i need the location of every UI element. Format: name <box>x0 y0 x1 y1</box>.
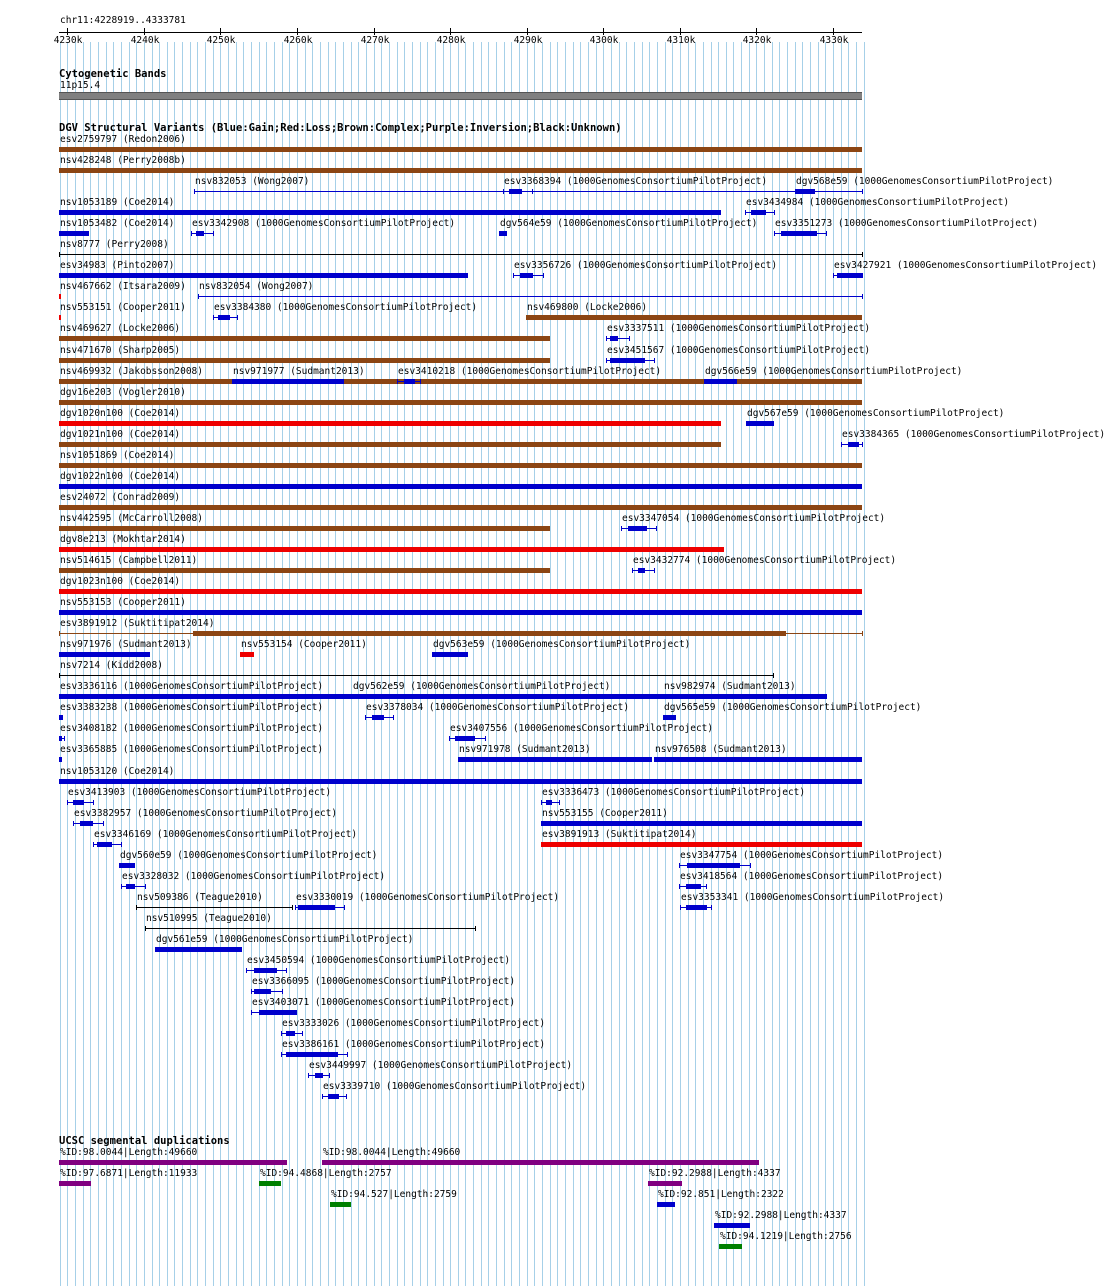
feature-bar[interactable] <box>59 463 862 468</box>
feature-end-cap <box>680 905 681 910</box>
feature-bar[interactable] <box>232 379 344 384</box>
feature-bar[interactable] <box>781 231 817 236</box>
feature-label[interactable]: esv34983 (Pinto2007) <box>60 260 175 272</box>
feature-label[interactable]: esv3891913 (Suktitipat2014) <box>542 828 697 840</box>
feature-end-cap <box>59 252 60 257</box>
feature-bar[interactable] <box>59 484 862 489</box>
feature-bar[interactable] <box>458 757 652 762</box>
feature-label[interactable]: nsv1051869 (Coe2014) <box>60 449 175 461</box>
feature-label[interactable]: nsv832054 (Wong2007) <box>199 281 314 293</box>
feature-label[interactable]: dgv563e59 (1000GenomesConsortiumPilotProject) <box>433 639 691 651</box>
feature-end-cap <box>191 231 192 236</box>
feature-label[interactable]: esv3353341 (1000GenomesConsortiumPilotProject) <box>681 891 945 903</box>
feature-label[interactable]: nsv428248 (Perry2008b) <box>60 155 186 167</box>
feature-label[interactable]: esv3432774 (1000GenomesConsortiumPilotProject) <box>633 555 897 566</box>
feature-bar[interactable] <box>59 273 468 278</box>
feature-bar[interactable] <box>59 210 721 215</box>
ruler-label: 4320k <box>742 35 772 46</box>
feature-end-cap <box>774 231 775 236</box>
feature-label[interactable]: nsv467662 (Itsara2009) <box>60 281 186 293</box>
feature-bar[interactable] <box>240 652 254 657</box>
feature-label[interactable]: esv3383238 (1000GenomesConsortiumPilotProject) <box>60 702 324 714</box>
feature-bar[interactable] <box>746 421 774 426</box>
feature-end-cap <box>397 379 398 384</box>
feature-label[interactable]: esv3366095 (1000GenomesConsortiumPilotProject) <box>252 976 516 987</box>
feature-end-cap <box>346 1094 347 1099</box>
feature-end-cap <box>282 989 283 994</box>
feature-end-cap <box>654 568 655 573</box>
feature-bar[interactable] <box>657 1202 675 1207</box>
feature-label[interactable]: nsv514615 (Campbell2011) <box>60 555 198 566</box>
feature-bar[interactable] <box>322 1160 759 1165</box>
feature-bar[interactable] <box>59 568 550 573</box>
feature-label[interactable]: esv3339710 (1000GenomesConsortiumPilotProject) <box>323 1081 587 1093</box>
feature-end-cap <box>532 189 533 194</box>
feature-bar[interactable] <box>59 442 721 447</box>
feature-end-cap <box>344 905 345 910</box>
feature-label[interactable]: %ID:94.1219|Length:2756 <box>720 1231 852 1242</box>
feature-end-cap <box>513 273 514 278</box>
feature-label[interactable]: nsv553154 (Cooper2011) <box>241 639 367 651</box>
feature-label[interactable]: esv3347754 (1000GenomesConsortiumPilotProject) <box>680 849 944 861</box>
feature-label[interactable]: %ID:97.6871|Length:11933 <box>60 1168 198 1179</box>
feature-label[interactable]: %ID:98.0044|Length:49660 <box>60 1147 198 1158</box>
feature-bar[interactable] <box>286 1031 295 1036</box>
feature-label[interactable]: esv3410218 (1000GenomesConsortiumPilotProject) <box>398 365 662 377</box>
feature-end-cap <box>251 989 252 994</box>
feature-line[interactable] <box>136 907 292 908</box>
feature-label[interactable]: nsv971976 (Sudmant2013) <box>60 639 192 651</box>
feature-bar[interactable] <box>714 1223 750 1228</box>
feature-bar[interactable] <box>654 757 862 762</box>
feature-label[interactable]: dgv567e59 (1000GenomesConsortiumPilotProject) <box>747 407 1005 419</box>
feature-bar[interactable] <box>686 884 701 889</box>
feature-label[interactable]: dgv1023n100 (Coe2014) <box>60 576 181 588</box>
feature-bar[interactable] <box>59 589 862 594</box>
feature-bar[interactable] <box>59 147 862 152</box>
feature-bar[interactable] <box>59 526 550 531</box>
feature-label[interactable]: esv3449997 (1000GenomesConsortiumPilotProject) <box>309 1060 573 1072</box>
feature-bar[interactable] <box>328 1094 339 1099</box>
feature-bar[interactable] <box>315 1073 323 1078</box>
feature-bar[interactable] <box>686 905 707 910</box>
feature-end-cap <box>281 1052 282 1057</box>
feature-label[interactable]: esv3450594 (1000GenomesConsortiumPilotProject) <box>247 954 511 966</box>
feature-label[interactable]: esv3413903 (1000GenomesConsortiumPilotProject) <box>68 786 332 798</box>
feature-end-cap <box>543 273 544 278</box>
feature-label[interactable]: %ID:92.851|Length:2322 <box>658 1189 784 1200</box>
feature-end-cap <box>59 631 60 636</box>
feature-end-cap <box>475 926 476 931</box>
feature-bar[interactable] <box>254 989 271 994</box>
feature-bar[interactable] <box>259 1181 281 1186</box>
feature-label[interactable]: esv3356726 (1000GenomesConsortiumPilotProject) <box>514 260 778 272</box>
feature-bar[interactable] <box>59 757 62 762</box>
feature-label[interactable]: dgv560e59 (1000GenomesConsortiumPilotProject) <box>120 849 378 861</box>
feature-bar[interactable] <box>526 315 862 320</box>
feature-bar[interactable] <box>59 1181 91 1186</box>
feature-end-cap <box>679 884 680 889</box>
feature-bar[interactable] <box>59 400 862 405</box>
feature-end-cap <box>93 842 94 847</box>
feature-bar[interactable] <box>97 842 112 847</box>
feature-label[interactable]: nsv1053120 (Coe2014) <box>60 765 175 777</box>
feature-label[interactable]: nsv471670 (Sharp2005) <box>60 344 181 356</box>
feature-label[interactable]: esv24072 (Conrad2009) <box>60 491 181 503</box>
feature-bar[interactable] <box>59 652 150 657</box>
feature-bar[interactable] <box>298 905 335 910</box>
feature-end-cap <box>679 863 680 868</box>
feature-end-cap <box>629 336 630 341</box>
feature-label[interactable]: dgv1020n100 (Coe2014) <box>60 407 181 419</box>
feature-bar[interactable] <box>193 631 786 636</box>
feature-label[interactable]: nsv8777 (Perry2008) <box>60 239 169 251</box>
feature-bar[interactable] <box>218 315 230 320</box>
feature-end-cap <box>73 821 74 826</box>
feature-bar[interactable] <box>352 694 424 699</box>
feature-bar[interactable] <box>119 863 135 868</box>
feature-bar[interactable] <box>286 1052 338 1057</box>
feature-end-cap <box>295 905 296 910</box>
feature-bar[interactable] <box>59 610 862 615</box>
feature-end-cap <box>774 210 775 215</box>
cytoband-label: 11p15.4 <box>60 80 101 91</box>
feature-label[interactable]: %ID:92.2988|Length:4337 <box>649 1168 781 1179</box>
feature-bar[interactable] <box>59 379 862 384</box>
feature-label[interactable]: nsv1053482 (Coe2014) <box>60 218 175 230</box>
ruler-label: 4310k <box>666 35 696 46</box>
feature-label[interactable]: esv3891912 (Suktitipat2014) <box>60 618 215 630</box>
feature-bar[interactable] <box>628 526 647 531</box>
feature-label[interactable]: nsv982974 (Sudmant2013) <box>664 681 796 693</box>
feature-end-cap <box>347 1052 348 1057</box>
feature-end-cap <box>308 1073 309 1078</box>
feature-bar[interactable] <box>704 379 737 384</box>
feature-bar[interactable] <box>59 779 862 784</box>
feature-label[interactable]: esv3342908 (1000GenomesConsortiumPilotProject) <box>192 218 456 230</box>
feature-end-cap <box>237 315 238 320</box>
feature-label[interactable]: nsv1053189 (Coe2014) <box>60 197 175 209</box>
feature-label[interactable]: nsv553153 (Cooper2011) <box>60 597 186 609</box>
feature-bar[interactable] <box>663 694 752 699</box>
feature-end-cap <box>393 715 394 720</box>
feature-bar[interactable] <box>59 715 63 720</box>
feature-end-cap <box>541 800 542 805</box>
feature-label[interactable]: dgv562e59 (1000GenomesConsortiumPilotProject) <box>353 681 611 693</box>
feature-bar[interactable] <box>73 800 84 805</box>
feature-end-cap <box>420 379 421 384</box>
feature-bar[interactable] <box>663 715 676 720</box>
feature-end-cap <box>213 231 214 236</box>
feature-end-cap <box>121 884 122 889</box>
feature-label[interactable]: esv3382957 (1000GenomesConsortiumPilotProject) <box>74 807 338 819</box>
feature-bar[interactable] <box>432 652 468 657</box>
feature-bar[interactable] <box>59 505 862 510</box>
feature-bar[interactable] <box>59 358 550 363</box>
feature-label[interactable]: esv3337511 (1000GenomesConsortiumPilotProject) <box>607 323 871 335</box>
feature-bar[interactable] <box>59 294 61 299</box>
feature-bar[interactable] <box>837 273 862 278</box>
feature-label[interactable]: dgv16e203 (Vogler2010) <box>60 386 186 398</box>
feature-end-cap <box>329 1073 330 1078</box>
feature-end-cap <box>449 736 450 741</box>
feature-bar[interactable] <box>687 863 740 868</box>
feature-bar[interactable] <box>59 547 724 552</box>
feature-label[interactable]: dgv8e213 (Mokhtar2014) <box>60 533 186 545</box>
feature-end-cap <box>485 736 486 741</box>
feature-bar[interactable] <box>59 336 550 341</box>
feature-bar[interactable] <box>648 1181 682 1186</box>
position-label: chr11:4228919..4333781 <box>60 15 186 26</box>
feature-line[interactable] <box>145 928 475 929</box>
feature-label[interactable]: nsv971977 (Sudmant2013) <box>233 365 365 377</box>
feature-label[interactable]: nsv469627 (Locke2006) <box>60 323 181 335</box>
feature-label[interactable]: nsv509386 (Teague2010) <box>137 891 263 903</box>
feature-label[interactable]: esv3330019 (1000GenomesConsortiumPilotProject) <box>296 891 560 903</box>
feature-label[interactable]: esv3336473 (1000GenomesConsortiumPilotProject) <box>542 786 806 798</box>
feature-bar[interactable] <box>254 968 277 973</box>
feature-bar[interactable] <box>610 336 618 341</box>
feature-end-cap <box>862 442 863 447</box>
feature-label[interactable]: nsv976508 (Sudmant2013) <box>655 744 787 756</box>
feature-end-cap <box>365 715 366 720</box>
feature-label[interactable]: %ID:92.2988|Length:4337 <box>715 1210 847 1221</box>
feature-label[interactable]: esv3408182 (1000GenomesConsortiumPilotProject) <box>60 723 324 735</box>
ruler-label: 4250k <box>206 35 236 46</box>
feature-label[interactable]: esv3351273 (1000GenomesConsortiumPilotProject) <box>775 218 1039 230</box>
feature-end-cap <box>826 231 827 236</box>
ruler-label: 4230k <box>53 35 83 46</box>
feature-end-cap <box>292 905 293 910</box>
feature-label[interactable]: nsv553155 (Cooper2011) <box>542 807 668 819</box>
feature-label[interactable]: nsv832053 (Wong2007) <box>195 176 310 188</box>
feature-line[interactable] <box>59 254 862 255</box>
feature-bar[interactable] <box>59 1160 287 1165</box>
feature-bar[interactable] <box>541 821 862 826</box>
feature-end-cap <box>750 863 751 868</box>
feature-label[interactable]: dgv565e59 (1000GenomesConsortiumPilotProject) <box>664 702 922 714</box>
feature-end-cap <box>606 336 607 341</box>
feature-label[interactable]: dgv1022n100 (Coe2014) <box>60 470 181 482</box>
feature-label[interactable]: esv3365885 (1000GenomesConsortiumPilotProject) <box>60 744 324 756</box>
feature-bar[interactable] <box>404 379 415 384</box>
feature-end-cap <box>145 884 146 889</box>
feature-bar[interactable] <box>520 273 533 278</box>
feature-end-cap <box>286 968 287 973</box>
feature-bar[interactable] <box>259 1010 296 1015</box>
feature-end-cap <box>194 189 195 194</box>
feature-bar[interactable] <box>155 947 242 952</box>
feature-end-cap <box>136 905 137 910</box>
feature-label[interactable]: nsv7214 (Kidd2008) <box>60 660 163 672</box>
feature-label[interactable]: esv3407556 (1000GenomesConsortiumPilotProject) <box>450 723 714 735</box>
feature-label[interactable]: esv3386161 (1000GenomesConsortiumPilotProject) <box>282 1039 546 1051</box>
feature-bar[interactable] <box>59 421 721 426</box>
feature-bar[interactable] <box>499 231 507 236</box>
feature-end-cap <box>251 1010 252 1015</box>
feature-end-cap <box>59 673 60 678</box>
feature-label[interactable]: esv3384380 (1000GenomesConsortiumPilotProject) <box>214 302 478 314</box>
feature-end-cap <box>745 210 746 215</box>
feature-label[interactable]: esv3384365 (1000GenomesConsortiumPilotProject) <box>842 428 1105 440</box>
feature-end-cap <box>841 442 842 447</box>
feature-bar[interactable] <box>610 358 645 363</box>
feature-bar[interactable] <box>751 210 766 215</box>
dgv-track-title: DGV Structural Variants (Blue:Gain;Red:Loss;Brown:Complex;Purple:Inversion;Black:Unknown) <box>59 122 622 134</box>
feature-label[interactable]: dgv568e59 (1000GenomesConsortiumPilotProject) <box>796 176 1054 188</box>
feature-label[interactable]: nsv469932 (Jakobsson2008) <box>60 365 203 377</box>
ruler-label: 4290k <box>513 35 543 46</box>
feature-label[interactable]: nsv971978 (Sudmant2013) <box>459 744 591 756</box>
feature-end-cap <box>632 568 633 573</box>
feature-label[interactable]: esv3378034 (1000GenomesConsortiumPilotProject) <box>366 702 630 714</box>
feature-line[interactable] <box>198 296 862 297</box>
feature-end-cap <box>213 315 214 320</box>
ruler-label: 4270k <box>360 35 390 46</box>
feature-end-cap <box>559 800 560 805</box>
ruler-label: 4240k <box>130 35 160 46</box>
feature-end-cap <box>826 694 827 699</box>
feature-end-cap <box>773 673 774 678</box>
feature-end-cap <box>246 968 247 973</box>
feature-bar[interactable] <box>80 821 93 826</box>
feature-bar[interactable] <box>330 1202 351 1207</box>
feature-bar[interactable] <box>59 168 862 173</box>
feature-end-cap <box>93 800 94 805</box>
feature-end-cap <box>281 1031 282 1036</box>
feature-label[interactable]: %ID:98.0044|Length:49660 <box>323 1147 461 1158</box>
feature-end-cap <box>656 526 657 531</box>
feature-label[interactable]: esv3347054 (1000GenomesConsortiumPilotProject) <box>622 512 886 524</box>
feature-bar[interactable] <box>509 189 522 194</box>
segdup-track-title: UCSC segmental duplications <box>59 1135 230 1147</box>
feature-end-cap <box>296 1010 297 1015</box>
feature-end-cap <box>862 252 863 257</box>
feature-end-cap <box>833 273 834 278</box>
feature-label[interactable]: esv3434984 (1000GenomesConsortiumPilotProject) <box>746 197 1010 209</box>
feature-bar[interactable] <box>372 715 384 720</box>
feature-label[interactable]: esv3427921 (1000GenomesConsortiumPilotProject) <box>834 260 1098 272</box>
feature-bar[interactable] <box>638 568 645 573</box>
feature-end-cap <box>64 736 65 741</box>
feature-end-cap <box>503 189 504 194</box>
feature-end-cap <box>862 189 863 194</box>
feature-end-cap <box>621 526 622 531</box>
feature-end-cap <box>103 821 104 826</box>
feature-label[interactable]: esv3368394 (1000GenomesConsortiumPilotProject) <box>504 176 768 188</box>
feature-bar[interactable] <box>59 736 62 741</box>
feature-label[interactable]: dgv1021n100 (Coe2014) <box>60 428 181 440</box>
feature-label[interactable]: nsv469800 (Locke2006) <box>527 302 648 314</box>
feature-label[interactable]: dgv564e59 (1000GenomesConsortiumPilotProject) <box>500 218 758 230</box>
feature-label[interactable]: nsv442595 (McCarroll2008) <box>60 512 203 524</box>
feature-end-cap <box>198 294 199 299</box>
feature-label[interactable]: esv3336116 (1000GenomesConsortiumPilotProject) <box>60 681 324 693</box>
feature-bar[interactable] <box>59 231 89 236</box>
feature-end-cap <box>121 842 122 847</box>
feature-end-cap <box>862 294 863 299</box>
feature-end-cap <box>654 358 655 363</box>
feature-end-cap <box>302 1031 303 1036</box>
ruler-label: 4300k <box>589 35 619 46</box>
feature-end-cap <box>606 358 607 363</box>
ruler-label: 4330k <box>819 35 849 46</box>
feature-line[interactable] <box>59 675 773 676</box>
feature-end-cap <box>862 631 863 636</box>
feature-label[interactable]: esv3328032 (1000GenomesConsortiumPilotProject) <box>122 870 386 882</box>
feature-label[interactable]: esv3346169 (1000GenomesConsortiumPilotProject) <box>94 828 358 840</box>
feature-label[interactable]: nsv510995 (Teague2010) <box>146 912 272 924</box>
feature-label[interactable]: %ID:94.527|Length:2759 <box>331 1189 457 1200</box>
feature-end-cap <box>706 884 707 889</box>
feature-bar[interactable] <box>541 842 862 847</box>
feature-bar[interactable] <box>59 315 61 320</box>
feature-end-cap <box>711 905 712 910</box>
feature-bar[interactable] <box>196 231 204 236</box>
feature-label[interactable]: esv3418564 (1000GenomesConsortiumPilotProject) <box>680 870 944 882</box>
feature-label[interactable]: %ID:94.4868|Length:2757 <box>260 1168 392 1179</box>
feature-bar[interactable] <box>455 736 475 741</box>
feature-bar[interactable] <box>126 884 135 889</box>
feature-bar[interactable] <box>719 1244 742 1249</box>
feature-label[interactable]: dgv566e59 (1000GenomesConsortiumPilotProject) <box>705 365 963 377</box>
feature-label[interactable]: esv3333026 (1000GenomesConsortiumPilotProject) <box>282 1018 546 1030</box>
feature-label[interactable]: dgv561e59 (1000GenomesConsortiumPilotProject) <box>156 933 414 945</box>
feature-bar[interactable] <box>848 442 859 447</box>
ruler-label: 4280k <box>436 35 466 46</box>
feature-end-cap <box>862 273 863 278</box>
feature-end-cap <box>145 926 146 931</box>
feature-label[interactable]: esv2759797 (Redon2006) <box>60 134 186 145</box>
feature-label[interactable]: esv3403071 (1000GenomesConsortiumPilotProject) <box>252 997 516 1009</box>
feature-label[interactable]: esv3451567 (1000GenomesConsortiumPilotProject) <box>607 344 871 356</box>
feature-bar[interactable] <box>546 800 552 805</box>
feature-end-cap <box>67 800 68 805</box>
ruler-label: 4260k <box>283 35 313 46</box>
cytoband-track-title: Cytogenetic Bands <box>59 68 167 80</box>
feature-label[interactable]: nsv553151 (Cooper2011) <box>60 302 186 314</box>
feature-end-cap <box>322 1094 323 1099</box>
feature-bar[interactable] <box>795 189 815 194</box>
